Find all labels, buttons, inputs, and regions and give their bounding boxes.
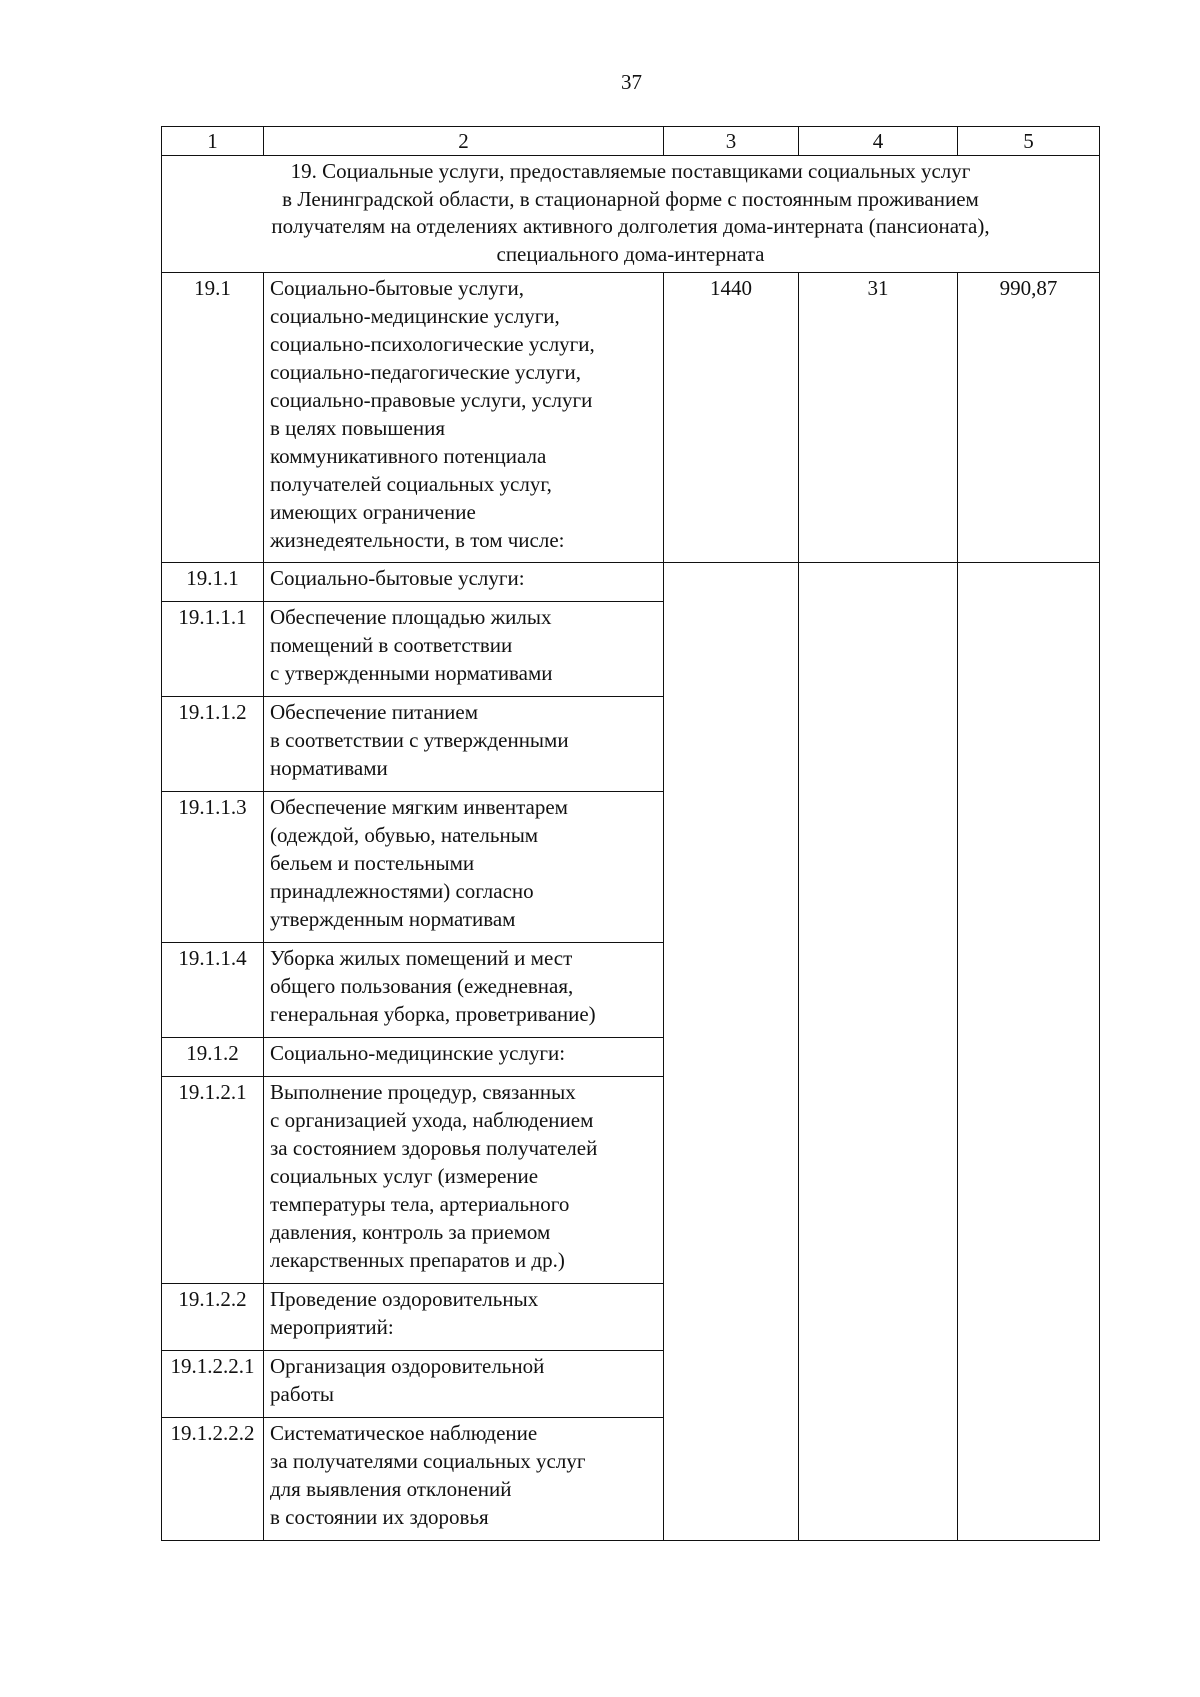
section-title [162,156,1100,273]
row-text-line: Социально-бытовые услуги: [270,566,525,590]
row-text-line: работы [270,1382,335,1406]
table-row [162,563,1100,602]
row-description [264,1351,664,1418]
row-text-line: Обеспечение площадью жилых [270,605,552,629]
row-description [264,1418,664,1541]
section-title-line: получателям на отделениях активного долголетия дома-интерната (пансионата), [271,214,990,238]
row-text-line: получателей социальных услуг, [270,472,552,496]
row-text-line: социально-психологические услуги, [270,332,595,356]
page-number: 37 [621,70,642,94]
row-text-line: с организацией ухода, наблюдением [270,1108,594,1132]
row-text-line: бельем и постельными [270,851,475,875]
row-text-line: социально-медицинские услуги, [270,304,560,328]
row-description [264,1038,664,1077]
row-text-line: социально-правовые услуги, услуги [270,388,593,412]
row-description [264,1284,664,1351]
column-header-5: 5 [958,127,1100,156]
row-description [264,273,664,563]
row-text-line: за получателями социальных услуг [270,1449,586,1473]
row-text-line: имеющих ограничение [270,500,476,524]
row-text-line: общего пользования (ежедневная, [270,974,574,998]
column-header-3: 3 [664,127,799,156]
row-text-line: утвержденным нормативам [270,907,516,931]
row-description [264,792,664,943]
row-text-line: помещений в соответствии [270,633,513,657]
value-col5: 990,87 [958,273,1100,563]
row-text-line: Уборка жилых помещений и мест [270,946,573,970]
row-text-line: температуры тела, артериального [270,1192,570,1216]
row-text-line: Обеспечение мягким инвентарем [270,795,568,819]
services-table [161,126,1100,1541]
row-text-line: мероприятий: [270,1315,394,1339]
row-description [264,1077,664,1284]
value-col3: 1440 [664,273,799,563]
value-col4: 31 [799,273,958,563]
row-text-line: Проведение оздоровительных [270,1287,539,1311]
row-text-line: Организация оздоровительной [270,1354,545,1378]
row-text-line: социальных услуг (измерение [270,1164,539,1188]
row-number: 19.1.1.1 [162,602,264,697]
row-text-line: Социально-медицинские услуги: [270,1041,566,1065]
table-row [162,273,1100,563]
row-number: 19.1.1.2 [162,697,264,792]
column-header-4: 4 [799,127,958,156]
row-number: 19.1.1.4 [162,943,264,1038]
row-description [264,602,664,697]
row-number: 19.1.2.1 [162,1077,264,1284]
row-text-line: в соответствии с утвержденными [270,728,569,752]
row-number: 19.1 [162,273,264,563]
column-number-row [162,127,1100,156]
row-text-line: с утвержденными нормативами [270,661,553,685]
section-title-row [162,156,1100,273]
column-header-2: 2 [264,127,664,156]
row-text-line: в целях повышения [270,416,446,440]
row-description [264,943,664,1038]
row-text-line: в состоянии их здоровья [270,1505,489,1529]
row-text-line: Социально-бытовые услуги, [270,276,524,300]
row-text-line: генеральная уборка, проветривание) [270,1002,596,1026]
row-number: 19.1.2.2 [162,1284,264,1351]
row-number: 19.1.2.2.1 [162,1351,264,1418]
row-text-line: для выявления отклонений [270,1477,512,1501]
empty-cell-col5 [958,563,1100,1541]
row-text-line: Выполнение процедур, связанных [270,1080,576,1104]
row-description [264,563,664,602]
row-text-line: Систематическое наблюдение [270,1421,538,1445]
section-title-line: в Ленинградской области, в стационарной форме с постоянным проживанием [282,186,979,211]
row-text-line: социально-педагогические услуги, [270,360,581,384]
empty-cell-col4 [799,563,958,1541]
row-text-line: коммуникативного потенциала [270,444,547,468]
row-number: 19.1.2 [162,1038,264,1077]
row-text-line: принадлежностями) согласно [270,879,534,903]
row-number: 19.1.2.2.2 [162,1418,264,1541]
column-header-1: 1 [162,127,264,156]
section-title-line: 19. Социальные услуги, предоставляемые поставщиками социальных услуг [290,159,971,183]
row-text-line: (одеждой, обувью, нательным [270,823,539,847]
row-number: 19.1.1.3 [162,792,264,943]
row-text-line: Обеспечение питанием [270,700,479,724]
row-text-line: нормативами [270,756,388,780]
row-number: 19.1.1 [162,563,264,602]
row-text-line: давления, контроль за приемом [270,1220,551,1244]
row-description [264,697,664,792]
empty-cell-col3 [664,563,799,1541]
section-title-line: специального дома-интерната [496,241,765,266]
row-text-line: жизнедеятельности, в том числе: [270,528,565,552]
row-text-line: лекарственных препаратов и др.) [270,1248,565,1272]
row-text-line: за состоянием здоровья получателей [270,1136,598,1160]
